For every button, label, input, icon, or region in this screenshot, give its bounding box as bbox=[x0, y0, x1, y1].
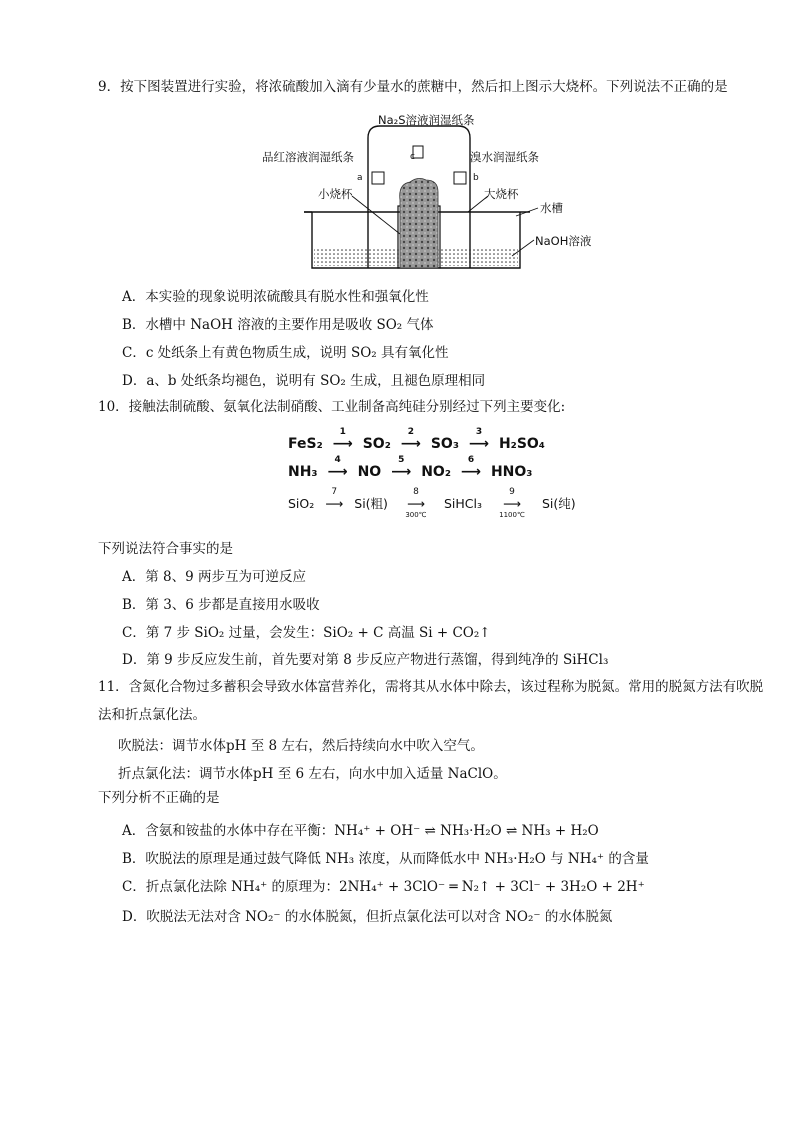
arrow-9: 9 ⟶ 1100℃ bbox=[499, 487, 525, 519]
chain3-s1: Si(粗) bbox=[354, 496, 388, 511]
label-b: b bbox=[473, 173, 479, 183]
arrow-1: 1 ⟶ bbox=[332, 427, 353, 452]
q11-option-c: C．折点氯化法除 NH₄⁺ 的原理为：2NH₄⁺ + 3ClO⁻ ═ N₂↑ + 3Cl⁻ + 3H₂O + 2H⁺ bbox=[122, 879, 645, 895]
chain2-s0: NH₃ bbox=[288, 464, 318, 480]
q9-option-a: A．本实验的现象说明浓硫酸具有脱水性和强氧化性 bbox=[122, 289, 429, 305]
chain3-s3: Si(纯) bbox=[541, 496, 576, 511]
q9-option-c: C．c 处纸条上有黄色物质生成，说明 SO₂ 具有氧化性 bbox=[122, 345, 449, 361]
q10-option-d: D．第 9 步反应发生前，首先要对第 8 步反应产物进行蒸馏，得到纯净的 SiHCl₃ bbox=[122, 652, 609, 668]
reaction-chain-nitric bbox=[288, 455, 533, 480]
arrow-2: 2 ⟶ bbox=[400, 427, 421, 452]
trough-label: 水槽 bbox=[540, 201, 563, 215]
chain1-s1: SO₂ bbox=[362, 436, 391, 452]
chain2-s1: NO bbox=[357, 464, 382, 480]
q11-method-blowoff: 吹脱法：调节水体pH 至 8 左右，然后持续向水中吹入空气。 bbox=[118, 738, 484, 754]
q11-method-chlorination: 折点氯化法：调节水体pH 至 6 左右，向水中加入适量 NaClO。 bbox=[118, 766, 507, 782]
q11-option-a: A．含氨和铵盐的水体中存在平衡：NH₄⁺ + OH⁻ ⇌ NH₃·H₂O ⇌ NH₃ + H₂O bbox=[122, 823, 599, 839]
pinkred-strip-label: 品红溶液润湿纸条 bbox=[262, 150, 354, 164]
big-beaker-label: 大烧杯 bbox=[484, 187, 519, 201]
chain3-s2: SiHCl₃ bbox=[443, 496, 482, 511]
chain1-s2: SO₃ bbox=[430, 436, 459, 452]
arrow-7: 7 ⟶ bbox=[325, 487, 344, 511]
q9-stem: 9．按下图装置进行实验，将浓硫酸加入滴有少量水的蔗糖中，然后扣上图示大烧杯。下列说法不正确的是 bbox=[98, 79, 728, 95]
reaction-chain-sulfuric bbox=[288, 427, 545, 452]
arrow-3: 3 ⟶ bbox=[468, 427, 489, 452]
small-beaker-label: 小烧杯 bbox=[318, 187, 353, 201]
label-c: c bbox=[410, 152, 415, 162]
arrow-8: 8 ⟶ 300℃ bbox=[405, 487, 427, 519]
q9-option-b: B．水槽中 NaOH 溶液的主要作用是吸收 SO₂ 气体 bbox=[122, 317, 434, 333]
label-a: a bbox=[357, 173, 363, 183]
q10-option-c: C．第 7 步 SiO₂ 过量，会发生：SiO₂ + C 高温 Si + CO₂↑ bbox=[122, 625, 491, 641]
chain3-s0: SiO₂ bbox=[288, 496, 315, 511]
na2s-strip-label: Na₂S溶液润湿纸条 bbox=[378, 113, 475, 127]
naoh-label: NaOH溶液 bbox=[535, 234, 592, 248]
q11-stem-line2: 法和折点氯化法。 bbox=[98, 707, 206, 723]
chain2-s2: NO₂ bbox=[421, 464, 451, 480]
chain1-s3: H₂SO₄ bbox=[498, 436, 545, 452]
q11-option-d: D．吹脱法无法对含 NO₂⁻ 的水体脱氮，但折点氯化法可以对含 NO₂⁻ 的水体脱氮 bbox=[122, 909, 613, 925]
apparatus-diagram bbox=[240, 108, 620, 283]
q10-option-a: A．第 8、9 两步互为可逆反应 bbox=[122, 569, 307, 585]
q11-option-b: B．吹脱法的原理是通过鼓气降低 NH₃ 浓度，从而降低水中 NH₃·H₂O 与 NH₄⁺ 的含量 bbox=[122, 851, 649, 867]
bromine-strip-label: 溴水润湿纸条 bbox=[470, 150, 539, 164]
arrow-6: 6 ⟶ bbox=[460, 455, 481, 480]
q11-stem-line1: 11．含氮化合物过多蓄积会导致水体富营养化，需将其从水体中除去，该过程称为脱氮。常用的脱氮方法有吹脱 bbox=[98, 679, 764, 695]
arrow-5: 5 ⟶ bbox=[391, 455, 412, 480]
q10-stem: 10．接触法制硫酸、氨氧化法制硝酸、工业制备高纯硅分别经过下列主要变化: bbox=[98, 399, 566, 415]
q9-option-d: D．a、b 处纸条均褪色，说明有 SO₂ 生成，且褪色原理相同 bbox=[122, 373, 486, 389]
arrow-4: 4 ⟶ bbox=[327, 455, 348, 480]
chain1-s0: FeS₂ bbox=[288, 436, 323, 452]
q11-lead: 下列分析不正确的是 bbox=[98, 790, 220, 806]
chain2-s3: HNO₃ bbox=[490, 464, 533, 480]
q10-option-b: B．第 3、6 步都是直接用水吸收 bbox=[122, 597, 320, 613]
reaction-chain-silicon bbox=[288, 487, 576, 519]
q10-lead: 下列说法符合事实的是 bbox=[98, 541, 233, 557]
